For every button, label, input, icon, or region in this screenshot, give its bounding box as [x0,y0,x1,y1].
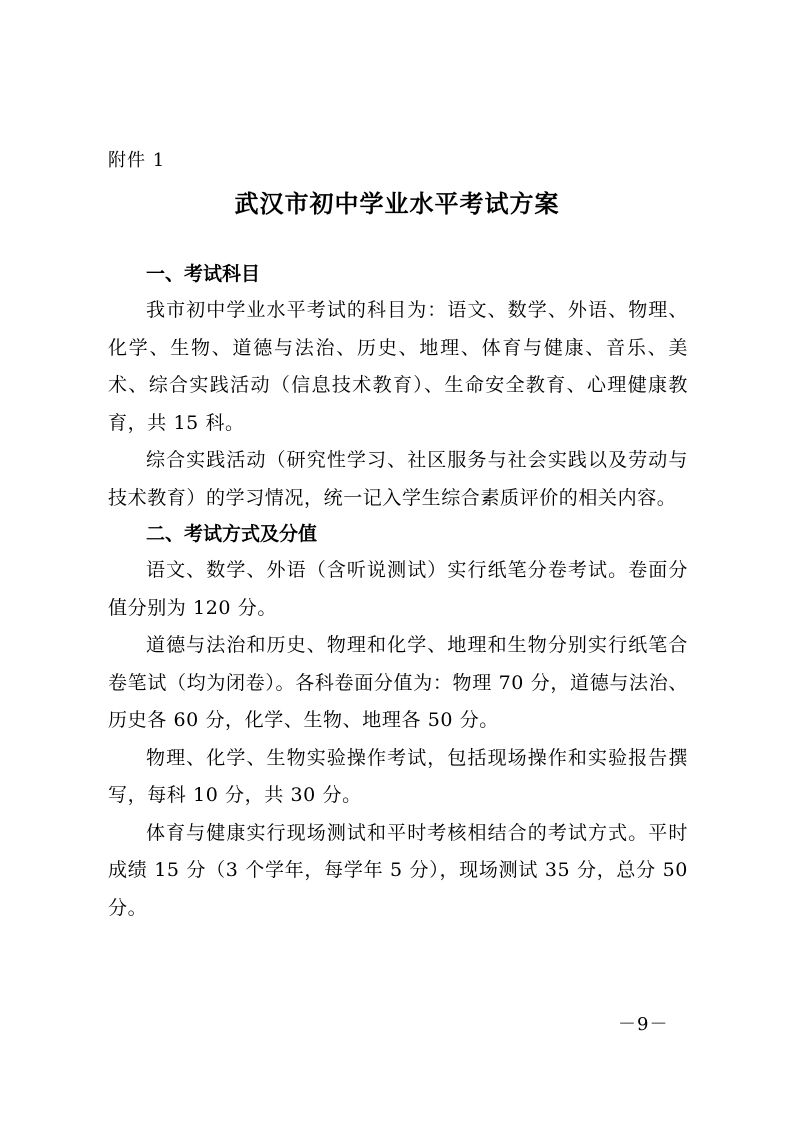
paragraph-combined-exams: 道德与法治和历史、物理和化学、地理和生物分别实行纸笔合卷笔试（均为闭卷）。各科卷面分值为：物理 70 分，道德与法治、历史各 60 分，化学、生物、地理各 50 分。 [108,634,688,731]
paragraph-lab-exams: 物理、化学、生物实验操作考试，包括现场操作和实验报告撰写，每科 10 分，共 30 分。 [108,746,688,806]
paragraph-subjects-list: 我市初中学业水平考试的科目为：语文、数学、外语、物理、化学、生物、道德与法治、历史、地理、体育与健康、音乐、美术、综合实践活动（信息技术教育）、生命安全教育、心理健康教育，共 15 科。 [108,299,688,434]
paragraph-chinese-math-english: 语文、数学、外语（含听说测试）实行纸笔分卷考试。卷面分值分别为 120 分。 [108,559,688,619]
section-heading-subjects: 一、考试科目 [146,263,261,285]
document-body [108,257,688,927]
paragraph-pe-exam: 体育与健康实行现场测试和平时考核相结合的考试方式。平时成绩 15 分（3 个学年，每学年 5 分），现场测试 35 分，总分 50 分。 [108,821,688,919]
page-number: －9－ [618,1014,669,1035]
section-heading-methods-scores: 二、考试方式及分值 [146,523,318,545]
paragraph-practice-activities: 综合实践活动（研究性学习、社区服务与社会实践以及劳动与技术教育）的学习情况，统一记入学生综合素质评价的相关内容。 [108,449,688,509]
attachment-label: 附件 1 [108,150,166,171]
document-title: 武汉市初中学业水平考试方案 [234,190,560,218]
